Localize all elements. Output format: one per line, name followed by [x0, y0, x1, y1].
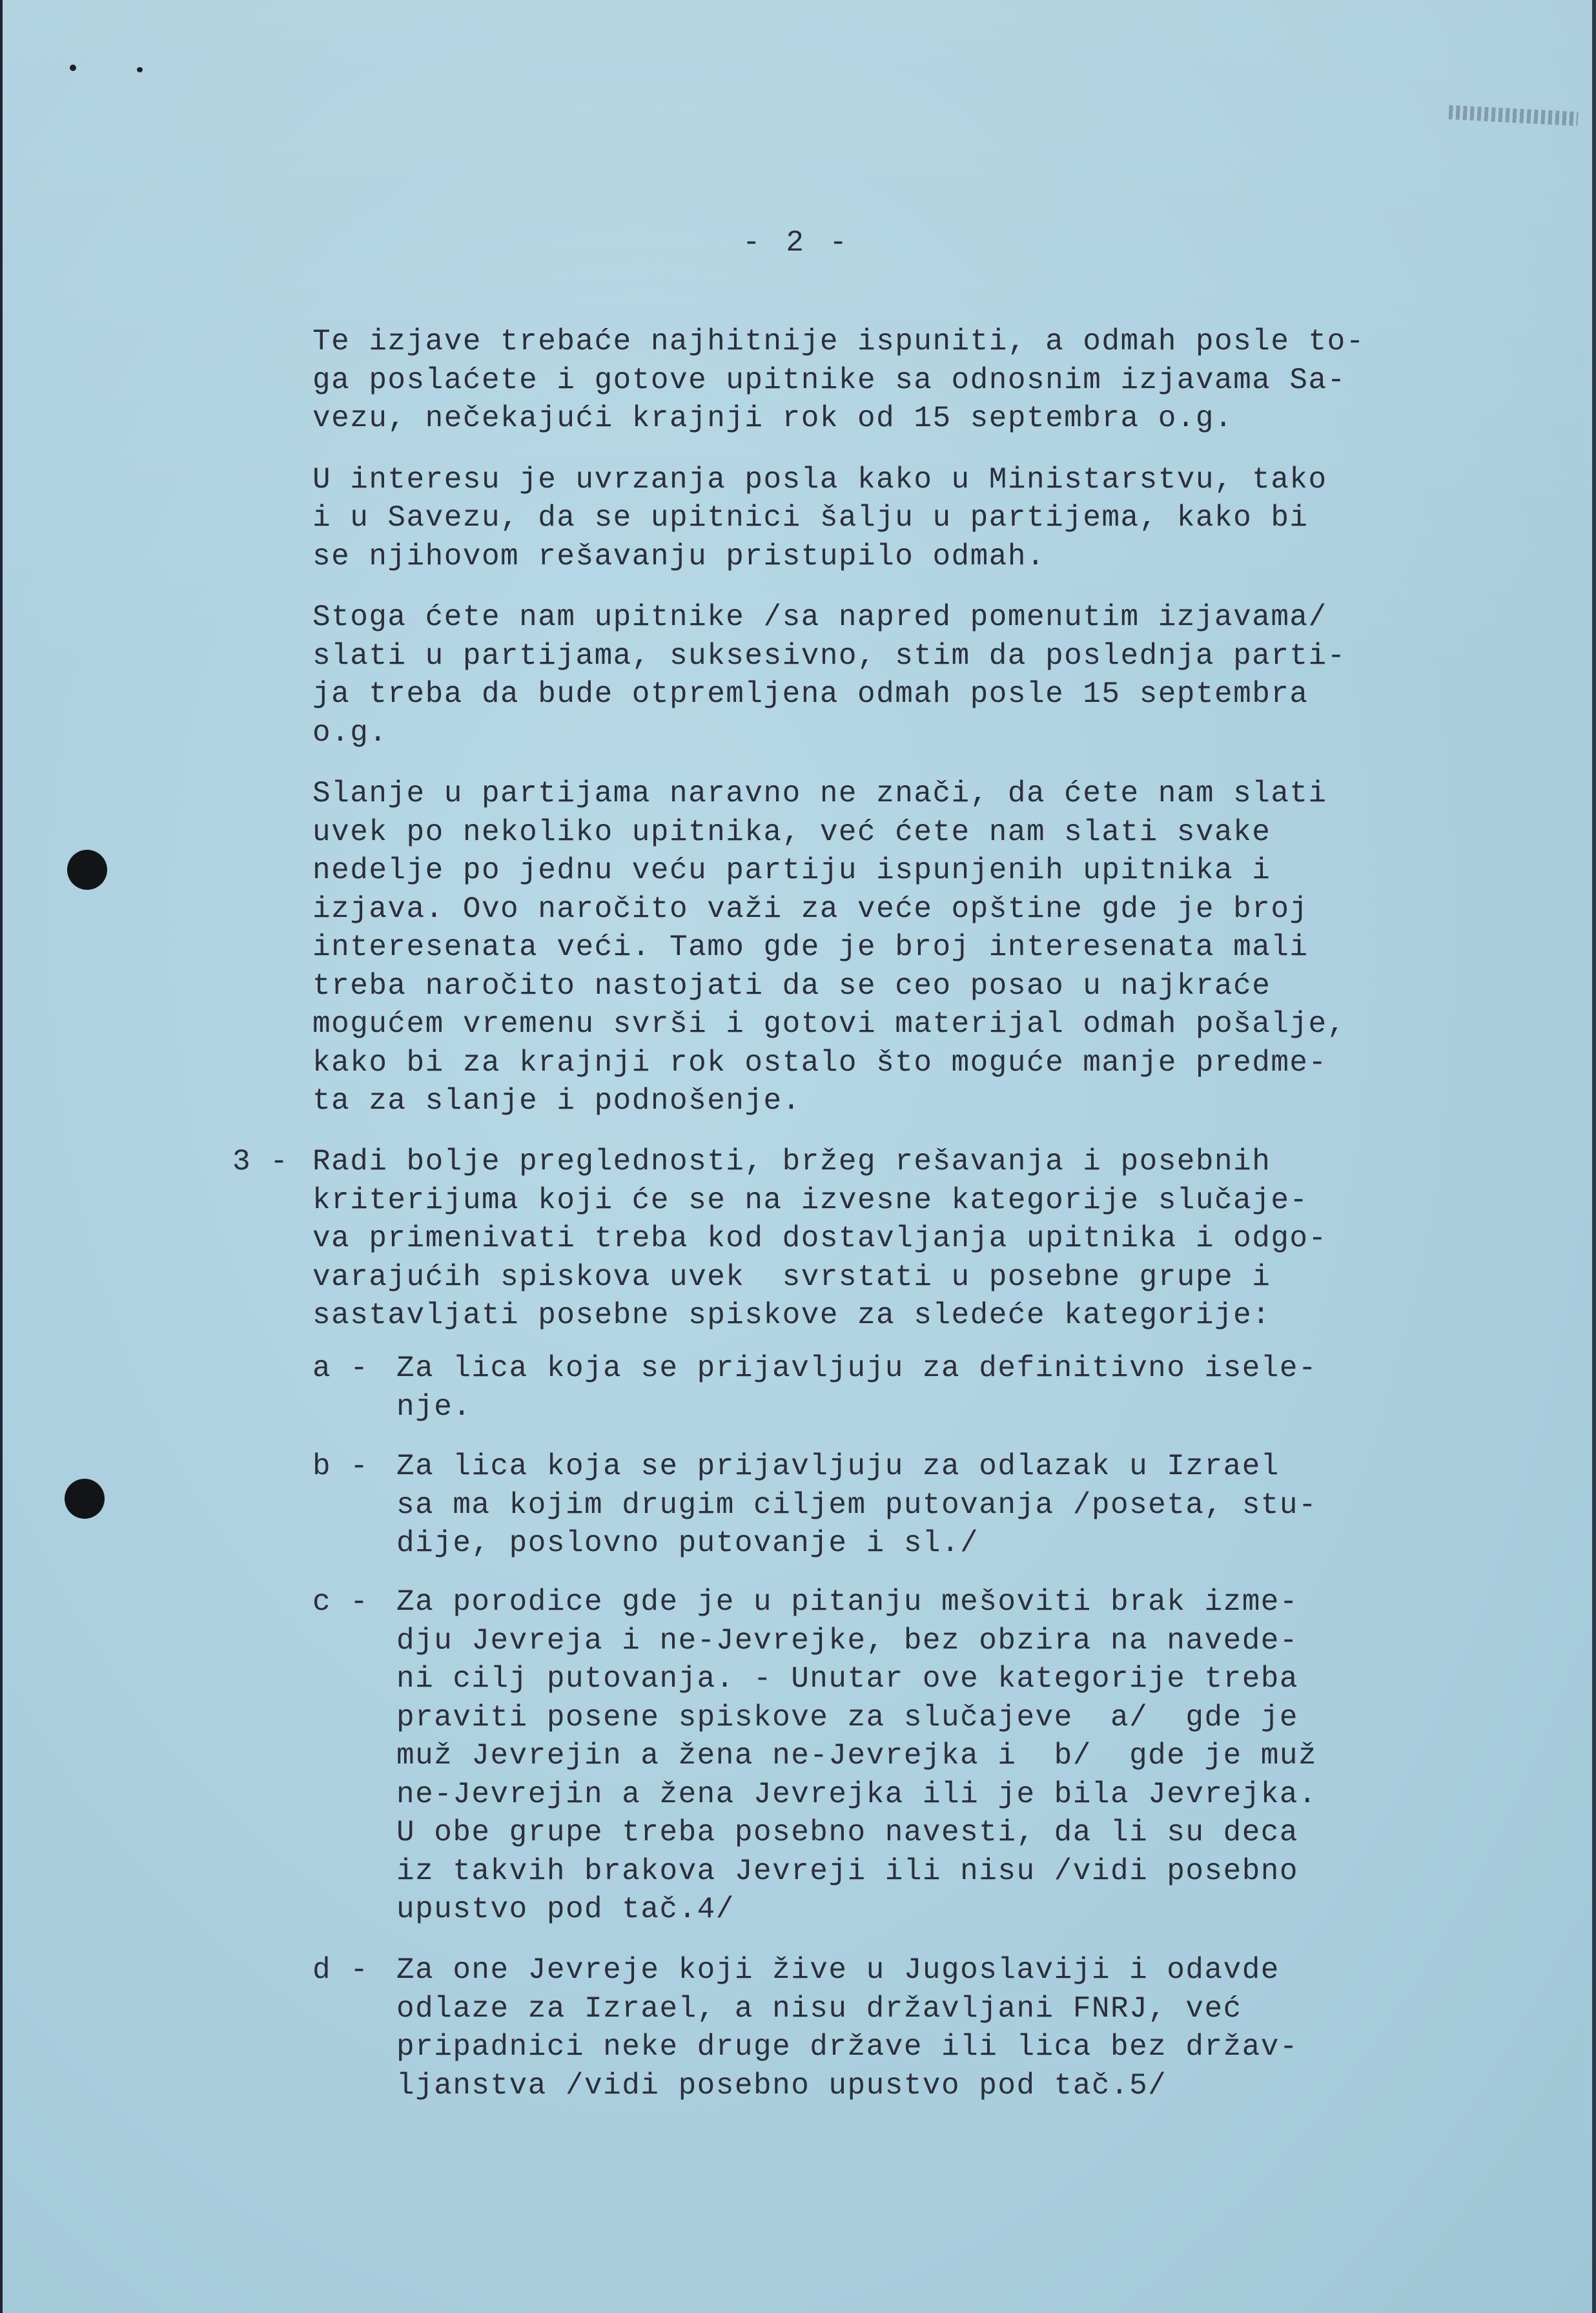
subitem-text: Za one Jevreje koji žive u Jugoslaviji i odavde odlaze za Izrael, a nisu državljani FNRJ, već pripadnici neke druge države ili lica bez držav- ljanstva /vidi posebno upustvo pod tač.5/ — [396, 1953, 1299, 2102]
paragraph: U interesu je uvrzanja posla kako u Ministarstvu, tako i u Savezu, da se upitnici šalju u partijema, kako bi se njihovom rešavanju pristupilo odmah. — [312, 462, 1327, 573]
punch-hole-bottom — [65, 1479, 105, 1519]
speck-mark — [137, 67, 143, 72]
punch-hole-top — [67, 850, 107, 890]
subitem-text: Za lica koja se prijavljuju za odlazak u Izrael sa ma kojim drugim ciljem putovanja /poseta, stu- dije, poslovno putovanje i sl./ — [396, 1450, 1318, 1560]
section-3-number: 3 - — [232, 1145, 289, 1178]
paragraph: Te izjave trebaće najhitnije ispuniti, a odmah posle to- ga poslaćete i gotove upitnike sa odnosnim izjavama Sa- vezu, nečekajući krajnji rok od 15 septembra o.g. — [312, 325, 1365, 435]
subitem-label: a - — [312, 1352, 369, 1385]
page-number: - 2 - — [742, 226, 852, 260]
subitem-label: d - — [312, 1953, 369, 1987]
subitem-text: Za lica koja se prijavljuju za definitivno isele- nje. — [396, 1352, 1318, 1424]
speck-mark — [70, 65, 76, 71]
faint-stamp-mark — [1449, 105, 1579, 126]
intro-paragraphs — [312, 323, 1423, 1144]
subitem-label: b - — [312, 1450, 369, 1483]
subitem-label: c - — [312, 1585, 369, 1619]
section-3-text: Radi bolje preglednosti, bržeg rešavanja i posebnih kriterijuma koji će se na izvesne kategorije slučaje- va primenivati treba kod dostavljanja upitnika i odgo- varajućih spiskova uvek svrstati u posebne grupe i sastavljati posebne spiskove za sledeće kategorije: — [312, 1145, 1327, 1332]
subitem-text: Za porodice gde je u pitanju mešoviti brak izme- dju Jevreja i ne-Jevrejke, bez obzira na navede- ni cilj putovanja. - Unutar ove kategorije treba praviti posene spiskove za slučajeve a/ gde je muž Jevrejin a žena ne-Jevrejka i b/ gde je muž ne-Jevrejin a žena Jevrejka ili je bila Jevrejka. U obe grupe treba posebno navesti, da li su deca iz takvih brakova Jevreji ili nisu /vidi posebno upustvo pod tač.4/ — [396, 1585, 1318, 1926]
paragraph: Slanje u partijama naravno ne znači, da ćete nam slati uvek po nekoliko upitnika, već ćete nam slati svake nedelje po jednu veću partiju ispunjenih upitnika i izjava. Ovo naročito važi za veće opštine gde je broj interesenata veći. Tamo gde je broj interesenata mali treba naročito nastojati da se ceo posao u najkraće mogućem vremenu svrši i gotovi materijal odmah pošalje, kako bi za krajnji rok ostalo što moguće manje predme- ta za slanje i podnošenje. — [312, 777, 1346, 1118]
paragraph: Stoga ćete nam upitnike /sa napred pomenutim izjavama/ slati u partijama, suksesivno, stim da poslednja parti- ja treba da bude otpremljena odmah posle 15 septembra o.g. — [312, 601, 1346, 750]
